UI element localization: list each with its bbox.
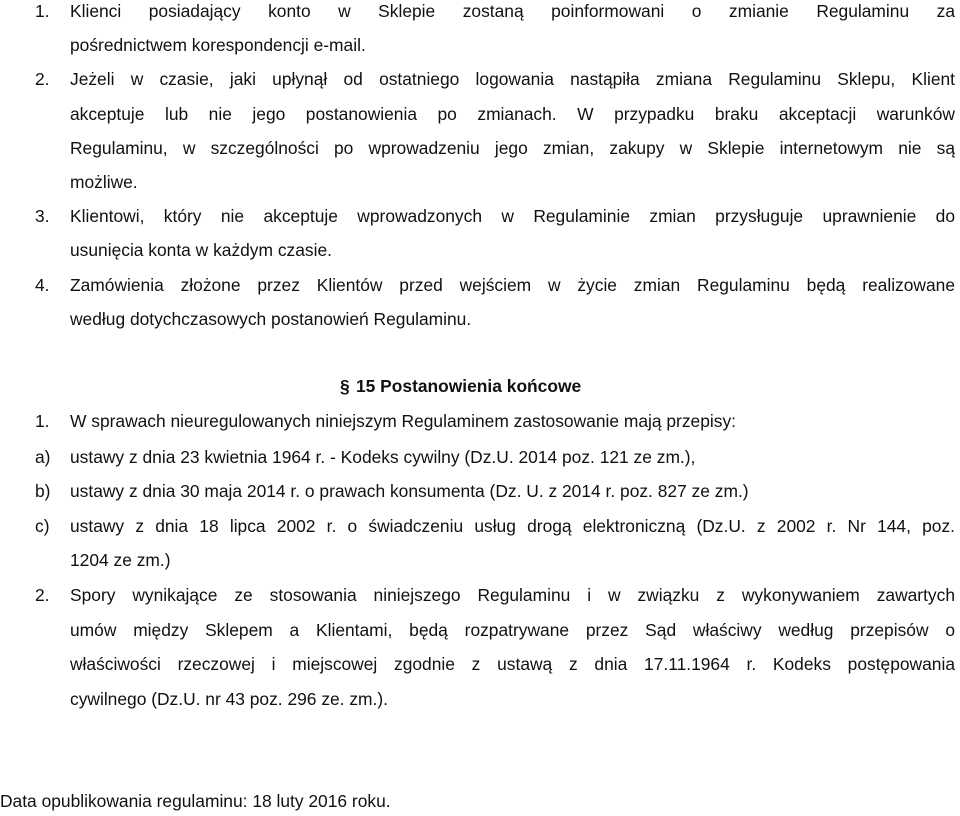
list-item-continuation [0,165,960,199]
list-item-continuation [0,131,960,165]
item-text-line: W sprawach nieuregulowanych niniejszym Regulaminem zastosowanie mają przepisy: [70,411,736,431]
item-number: b) [35,481,51,501]
item-number: c) [35,516,50,536]
item-number: 1. [35,1,50,21]
list-item [0,62,960,96]
list-item-continuation [0,647,960,681]
item-text-line: Jeżeli w czasie, jaki upłynął od ostatniego logowania nastąpiła zmiana Regulaminu Sklepu, Klient [70,69,955,89]
item-text-line: Zamówienia złożone przez Klientów przed wejściem w życie zmian Regulaminu będą realizowane [70,275,955,295]
section-heading [340,369,581,403]
item-number: 4. [35,275,50,295]
list-item-continuation [0,233,960,267]
item-text-line: 1204 ze zm.) [70,550,171,570]
list-item [0,440,960,474]
item-text-line: Klientowi, który nie akceptuje wprowadzonych w Regulaminie zmian przysługuje uprawnienie do [70,206,955,226]
list-item [0,509,960,543]
item-text-line: pośrednictwem korespondencji e-mail. [70,35,366,55]
list-item [0,474,960,508]
list-item [0,578,960,612]
item-text-line: ustawy z dnia 23 kwietnia 1964 r. - Kodeks cywilny (Dz.U. 2014 poz. 121 ze zm.), [70,447,696,467]
item-text-line: ustawy z dnia 18 lipca 2002 r. o świadczeniu usług drogą elektroniczną (Dz.U. z 2002 r. Nr 144, poz. [70,516,955,536]
item-number: a) [35,447,51,467]
item-number: 1. [35,411,50,431]
list-item-continuation [0,543,960,577]
list-item [0,404,960,438]
item-text-line: cywilnego (Dz.U. nr 43 poz. 296 ze. zm.). [70,689,388,709]
item-text-line: Klienci posiadający konto w Sklepie zostaną poinformowani o zmianie Regulaminu za [70,1,955,21]
list-item [0,0,960,28]
list-item-continuation [0,302,960,336]
item-text-line: właściwości rzeczowej i miejscowej zgodnie z ustawą z dnia 17.11.1964 r. Kodeks postępowania [70,654,955,674]
item-text-line: możliwe. [70,172,138,192]
paragraph-mark: § [340,376,350,396]
list-item-continuation [0,97,960,131]
item-text-line: według dotychczasowych postanowień Regulaminu. [70,309,472,329]
item-text-line: umów między Sklepem a Klientami, będą rozpatrywane przez Sąd właściwy według przepisów o [70,620,955,640]
list-item [0,199,960,233]
list-item-continuation [0,613,960,647]
section-heading-text: 15 Postanowienia końcowe [356,376,582,396]
list-item-continuation [0,28,960,62]
item-text-line: Spory wynikające ze stosowania niniejszego Regulaminu i w związku z wykonywaniem zawartych [70,585,955,605]
item-text-line: ustawy z dnia 30 maja 2014 r. o prawach konsumenta (Dz. U. z 2014 r. poz. 827 ze zm.) [70,481,749,501]
item-text-line: usunięcia konta w każdym czasie. [70,240,332,260]
list-item-continuation [0,682,960,716]
item-text-line: akceptuje lub nie jego postanowienia po zmianach. W przypadku braku akceptacji warunków [70,104,955,124]
item-number: 2. [35,69,50,89]
list-item [0,268,960,302]
publication-date: Data opublikowania regulaminu: 18 luty 2016 roku. [0,791,391,811]
item-text-line: Regulaminu, w szczególności po wprowadzeniu jego zmian, zakupy w Sklepie internetowym nie są [70,138,955,158]
item-number: 2. [35,585,50,605]
item-number: 3. [35,206,50,226]
